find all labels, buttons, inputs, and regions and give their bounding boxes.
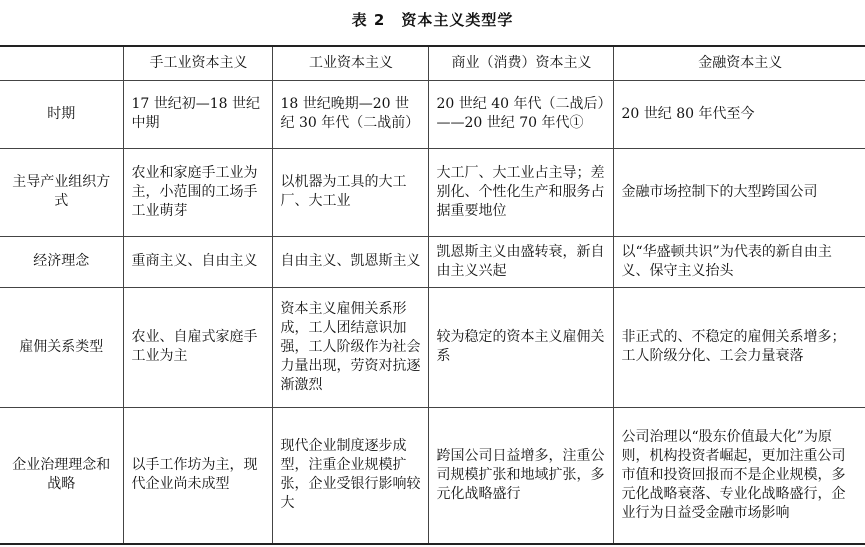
table-row-period	[0, 80, 865, 148]
row-label-corporate-governance: 企业治理理念和战略	[0, 407, 123, 544]
table-cell: 公司治理以“股东价值最大化”为原则，机构投资者崛起，更加注重公司市值和投资回报而不是企业规模，多元化战略衰落、专业化战略盛行，企业行为日益受金融市场影响	[613, 407, 865, 544]
table-cell: 20 世纪 80 年代至今	[613, 80, 865, 148]
table-cell: 跨国公司日益增多，注重公司规模扩张和地域扩张，多元化战略盛行	[428, 407, 613, 544]
header-industrial-capitalism: 工业资本主义	[272, 46, 428, 80]
table-row-employment-relations	[0, 287, 865, 407]
table-cell: 凯恩斯主义由盛转衰，新自由主义兴起	[428, 236, 613, 287]
table-cell: 资本主义雇佣关系形成，工人团结意识加强，工人阶级作为社会力量出现，劳资对抗逐渐激烈	[272, 287, 428, 407]
header-financial-capitalism: 金融资本主义	[613, 46, 865, 80]
table-caption: 表 2 资本主义类型学	[351, 11, 514, 29]
table-cell: 自由主义、凯恩斯主义	[272, 236, 428, 287]
header-handicraft-capitalism: 手工业资本主义	[123, 46, 272, 80]
table-cell: 17 世纪初—18 世纪中期	[123, 80, 272, 148]
table-cell: 重商主义、自由主义	[123, 236, 272, 287]
table-row-industry-organization	[0, 148, 865, 236]
table-row-corporate-governance	[0, 407, 865, 544]
row-label-employment-relations: 雇佣关系类型	[0, 287, 123, 407]
table-cell: 农业、自雇式家庭手工业为主	[123, 287, 272, 407]
table-header-row	[0, 46, 865, 80]
table-cell: 非正式的、不稳定的雇佣关系增多；工人阶级分化、工会力量衰落	[613, 287, 865, 407]
table-cell: 农业和家庭手工业为主，小范围的工场手工业萌芽	[123, 148, 272, 236]
row-label-industry-organization: 主导产业组织方式	[0, 148, 123, 236]
header-corner-cell	[0, 46, 123, 80]
table-cell: 大工厂、大工业占主导；差别化、个性化生产和服务占据重要地位	[428, 148, 613, 236]
table-row-economic-philosophy	[0, 236, 865, 287]
table-cell: 以手工作坊为主，现代企业尚未成型	[123, 407, 272, 544]
capitalism-typology-table	[0, 45, 865, 545]
row-label-economic-philosophy: 经济理念	[0, 236, 123, 287]
table-cell: 现代企业制度逐步成型，注重企业规模扩张，企业受银行影响较大	[272, 407, 428, 544]
table-cell: 18 世纪晚期—20 世纪 30 年代（二战前）	[272, 80, 428, 148]
table-cell: 较为稳定的资本主义雇佣关系	[428, 287, 613, 407]
header-commercial-capitalism: 商业（消费）资本主义	[428, 46, 613, 80]
table-cell: 以机器为工具的大工厂、大工业	[272, 148, 428, 236]
table-cell: 以“华盛顿共识”为代表的新自由主义、保守主义抬头	[613, 236, 865, 287]
table-cell: 20 世纪 40 年代（二战后）——20 世纪 70 年代①	[428, 80, 613, 148]
row-label-period: 时期	[0, 80, 123, 148]
table-cell: 金融市场控制下的大型跨国公司	[613, 148, 865, 236]
